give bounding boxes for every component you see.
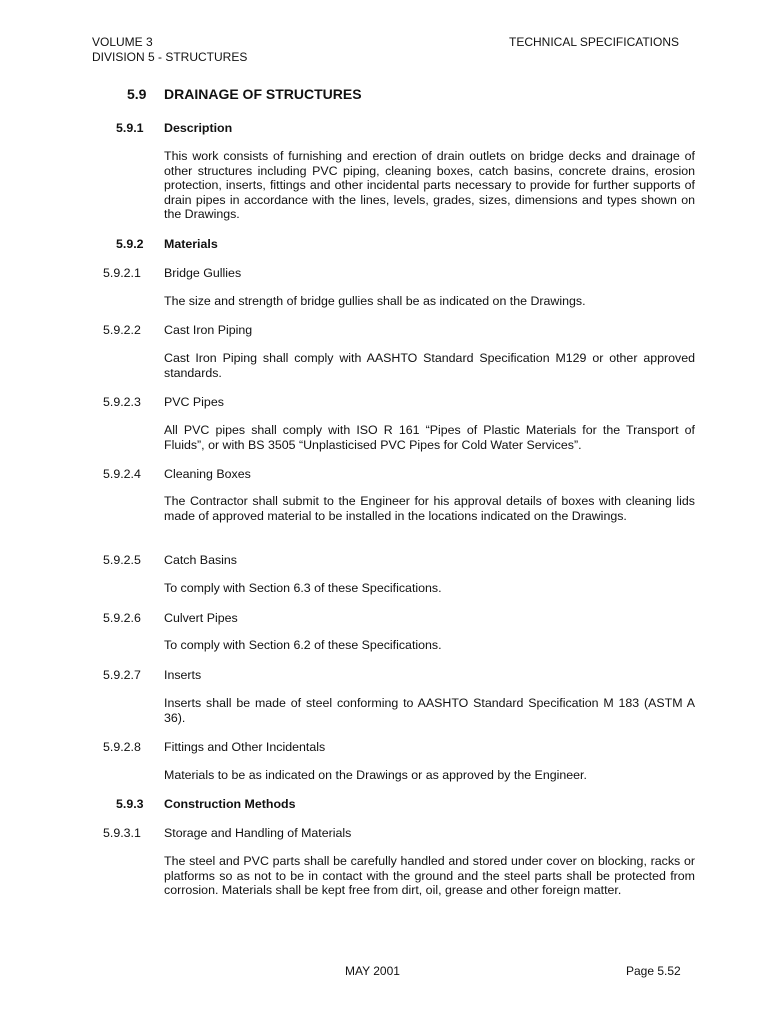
item-title: Cast Iron Piping bbox=[164, 323, 253, 337]
paragraph: To comply with Section 6.3 of these Specifications. bbox=[164, 581, 442, 595]
paragraph: The steel and PVC parts shall be carefully handled and stored under cover on blocking, racks or platforms so as not to be in contact with the ground and the steel parts shall be protected from corrosion. Materials shall be kept free from dirt, oil, grease and other foreign matter. bbox=[164, 854, 695, 898]
item-title: PVC Pipes bbox=[164, 395, 224, 409]
paragraph: Inserts shall be made of steel conforming to AASHTO Standard Specification M 183 (ASTM A 36). bbox=[164, 696, 695, 725]
paragraph: Materials to be as indicated on the Drawings or as approved by the Engineer. bbox=[164, 768, 587, 782]
item-number: 5.9.3.1 bbox=[103, 826, 141, 840]
paragraph: The Contractor shall submit to the Engineer for his approval details of boxes with cleaning lids made of approved material to be installed in the locations indicated on the Drawings. bbox=[164, 494, 695, 523]
division-label: DIVISION 5 - STRUCTURES bbox=[92, 50, 248, 64]
footer-date: MAY 2001 bbox=[345, 964, 400, 978]
item-number: 5.9.2.8 bbox=[103, 740, 141, 754]
header-left bbox=[92, 35, 247, 65]
item-title: Storage and Handling of Materials bbox=[164, 826, 352, 840]
item-number: 5.9.2.7 bbox=[103, 668, 141, 682]
item-title: Bridge Gullies bbox=[164, 266, 242, 280]
item-number: 5.9.2.4 bbox=[103, 467, 141, 481]
item-number: 5.9.2.5 bbox=[103, 553, 141, 567]
paragraph: Cast Iron Piping shall comply with AASHTO Standard Specification M129 or other approved standards. bbox=[164, 351, 695, 380]
item-title: Fittings and Other Incidentals bbox=[164, 740, 326, 754]
section-title-text: DRAINAGE OF STRUCTURES bbox=[164, 86, 362, 102]
item-title: Inserts bbox=[164, 668, 202, 682]
volume-label: VOLUME 3 bbox=[92, 35, 153, 49]
item-title: Cleaning Boxes bbox=[164, 467, 251, 481]
paragraph: The size and strength of bridge gullies shall be as indicated on the Drawings. bbox=[164, 294, 586, 308]
paragraph: To comply with Section 6.2 of these Specifications. bbox=[164, 638, 442, 652]
subsection-title: Construction Methods bbox=[164, 797, 296, 811]
subsection-number: 5.9.3 bbox=[116, 797, 144, 811]
item-title: Catch Basins bbox=[164, 553, 238, 567]
item-title: Culvert Pipes bbox=[164, 611, 238, 625]
subsection-number: 5.9.1 bbox=[116, 121, 144, 135]
item-number: 5.9.2.3 bbox=[103, 395, 141, 409]
doc-type-label: TECHNICAL SPECIFICATIONS bbox=[509, 35, 680, 49]
subsection-number: 5.9.2 bbox=[116, 237, 144, 251]
item-number: 5.9.2.2 bbox=[103, 323, 141, 337]
subsection-title: Description bbox=[164, 121, 233, 135]
paragraph: All PVC pipes shall comply with ISO R 161 “Pipes of Plastic Materials for the Transport of Fluids”, or with BS 3505 “Unplasticised PVC Pipes for Cold Water Services”. bbox=[164, 423, 695, 452]
section-title bbox=[127, 86, 362, 102]
item-number: 5.9.2.1 bbox=[103, 266, 141, 280]
subsection-title: Materials bbox=[164, 237, 218, 251]
item-number: 5.9.2.6 bbox=[103, 611, 141, 625]
paragraph: This work consists of furnishing and erection of drain outlets on bridge decks and drainage of other structures including PVC piping, cleaning boxes, catch basins, concrete drains, erosion protection, inserts, fittings and other incidental parts necessary to provide for further supports of drain pipes in accordance with the lines, levels, grades, sizes, dimensions and types shown on the Drawings. bbox=[164, 149, 695, 222]
section-number: 5.9 bbox=[127, 86, 147, 102]
page-number: Page 5.52 bbox=[626, 964, 681, 978]
